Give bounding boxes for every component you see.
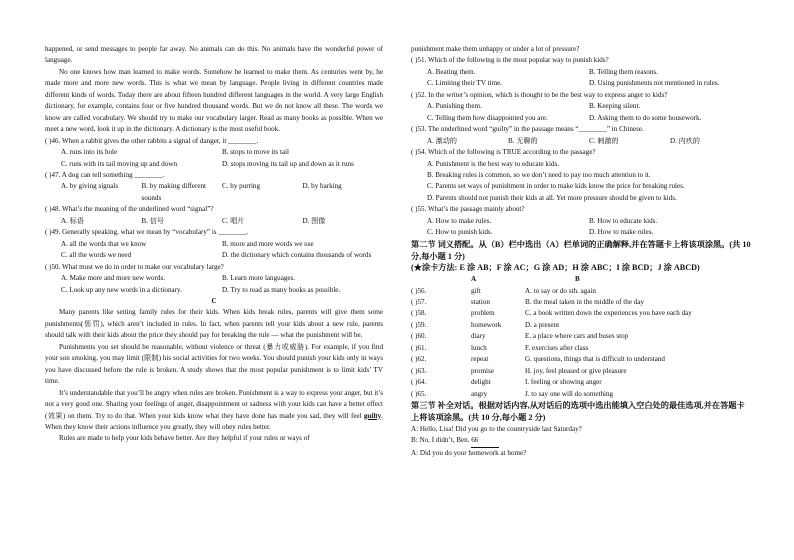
option-row xyxy=(411,181,751,192)
option-row xyxy=(45,181,383,204)
match-header xyxy=(411,274,751,285)
answer-option[interactable]: B. Telling them reasons. xyxy=(589,67,658,76)
answer-option[interactable]: B. Learn more languages. xyxy=(222,274,296,283)
match-word: diary xyxy=(471,332,486,341)
answer-option[interactable]: D. the dictionary which contains thousands of words xyxy=(222,251,372,260)
answer-option[interactable]: C. Telling them how disappointed you are. xyxy=(427,113,548,122)
match-definition: J. to say one will do something xyxy=(525,389,614,398)
answer-option[interactable]: B. more and more words we use xyxy=(222,239,314,248)
match-definition: H. joy, feel pleased or give pleasure xyxy=(525,366,627,375)
option-row xyxy=(411,101,751,112)
match-number[interactable]: ( )65. xyxy=(411,389,427,398)
passage-c-paragraph-4: Rules are made to help your kids behave better. Are they helpful if your rules or ways of xyxy=(59,434,310,443)
section-2-title: 第二节 词义搭配。从（B）栏中选出（A）栏单词的正确解释,并在答题卡上将该项涂黑。(共 10 分,每小题 1 分) xyxy=(411,239,751,261)
passage-c-paragraph-2: Punishments you set should be reasonable, without violence or threat (暴力或威胁). For example, if you find your son smoking, you may limit (限制) his social activities for two weeks. You should punish your kids only in ways you have discussed before the rule is broken. A study shows that the most popular punishment is to limit kids’ TV time. xyxy=(45,342,383,386)
option-row xyxy=(411,67,751,78)
match-definition: B. the meal taken in the middle of the day xyxy=(525,298,644,306)
match-word: lunch xyxy=(471,343,487,352)
right-column xyxy=(411,44,751,459)
match-definition: E. a place where cars and buses stop xyxy=(525,332,629,341)
match-number[interactable]: ( )60. xyxy=(411,332,427,341)
match-number[interactable]: ( )62. xyxy=(411,355,427,364)
match-row xyxy=(411,343,751,354)
answer-option[interactable]: B. Breaking rules is common, so we don’t need to pay too much attention to it. xyxy=(427,170,651,179)
questions-46-50 xyxy=(45,136,383,296)
answer-option[interactable]: C. by purring xyxy=(222,182,261,191)
match-definition: D. a present xyxy=(525,320,560,329)
match-word: gift xyxy=(471,286,481,295)
match-word: angry xyxy=(471,389,488,398)
passage-b-paragraph: No one knows how man learned to make words. Somehow he learned to make them. As centuries went by, he made more and more new words. This is what we mean by language. People living in different countries made different kinds of words. Today there are about fifteen hundred different languages in the world. A very large English dictionary, for example, contains four or five hundred thousand words. But we do not know all these. The words we know are called vocabulary. We should try to make our vocabulary larger. Read as many books as possible. When we meet a new word, look it up in the dictionary. A dictionary is the most useful book. xyxy=(45,67,383,134)
option-row xyxy=(45,147,383,158)
word-match-list xyxy=(411,286,751,401)
answer-option[interactable]: C. Look up any new words in a dictionary. xyxy=(61,285,182,294)
answer-option[interactable]: B. How to educate kids. xyxy=(589,216,658,225)
answer-option[interactable]: D. 图像 xyxy=(302,216,326,225)
answer-option[interactable]: B. Keeping silent. xyxy=(589,102,641,111)
answer-option[interactable]: D. How to make rules. xyxy=(589,228,654,237)
match-number[interactable]: ( )57. xyxy=(411,298,427,306)
option-row xyxy=(45,273,383,284)
option-row xyxy=(411,216,751,227)
passage-c-text: It’s understandable that you’ll be angry when rules are broken. Punishment is a way to express your anger, but it’s not a very good one. Sharing your feelings of anger, disappointment or sadness with your kids can have a better effect (效果) on them. Try to do that. When your kids know what they have done has made you sad, they will feel xyxy=(45,388,383,420)
option-row xyxy=(411,193,751,204)
match-definition: G. questions, things that is difficult to understand xyxy=(525,355,665,364)
passage-c-text: . When they know their actions influence you greatly, they will obey rules better. xyxy=(45,411,383,431)
passage-c-paragraph-3 xyxy=(45,388,383,434)
column-b-label: B xyxy=(575,275,580,284)
option-row xyxy=(45,239,383,250)
underlined-word-guilty: guilty xyxy=(363,411,382,420)
match-definition: I. feeling or showing anger xyxy=(525,378,602,387)
answer-option[interactable]: A. Make more and more new words. xyxy=(61,274,166,283)
match-row xyxy=(411,297,751,308)
match-word: promise xyxy=(471,366,494,375)
option-row xyxy=(45,216,383,227)
questions-51-55 xyxy=(411,55,751,238)
passage-c-heading: C xyxy=(211,296,217,305)
match-row xyxy=(411,377,751,388)
option-row xyxy=(411,78,751,89)
dialog-line: B: No, I didn’t, Ben. 66 xyxy=(411,435,751,447)
answer-option[interactable]: A. Punishing them. xyxy=(427,102,482,111)
answer-option[interactable]: C. runs with its tail moving up and down xyxy=(61,159,178,168)
answer-option[interactable]: A. Punishment is the best way to educate kids. xyxy=(427,159,560,168)
answer-option[interactable]: D. Using punishments not mentioned in rules. xyxy=(589,79,720,88)
answer-option[interactable]: A. all the words that we know xyxy=(61,239,147,248)
option-row xyxy=(45,159,383,170)
answer-option[interactable]: A. How to make rules. xyxy=(427,216,492,225)
option-row xyxy=(45,250,383,261)
answer-option[interactable]: D. 内疚的 xyxy=(670,136,700,145)
question-stem: ( )55. What’s the passage mainly about? xyxy=(411,205,525,214)
answer-option[interactable]: A. runs into its hole xyxy=(61,148,118,157)
match-word: homework xyxy=(471,320,502,329)
match-definition: F. exercises after class xyxy=(525,343,589,352)
match-number[interactable]: ( )56. xyxy=(411,286,427,295)
answer-option[interactable]: C. 刺激的 xyxy=(589,136,619,145)
match-number[interactable]: ( )64. xyxy=(411,378,427,387)
match-row xyxy=(411,286,751,297)
answer-option[interactable]: A. 激动的 xyxy=(427,136,457,145)
option-row xyxy=(45,285,383,296)
column-a-label: A xyxy=(471,275,477,284)
answer-option[interactable]: A. Beating them. xyxy=(427,67,476,76)
answer-option[interactable]: D. Asking them to do some housework. xyxy=(589,113,702,122)
match-definition: C. a book written down the experiences you have each day xyxy=(525,309,692,318)
match-word: delight xyxy=(471,378,491,387)
option-row xyxy=(411,227,751,238)
answer-option[interactable]: A. by giving signals xyxy=(61,182,119,191)
answer-option[interactable]: D. Try to read as many books as possible. xyxy=(222,285,341,294)
question-stem: ( )48. What’s the meaning of the underlined word “signal”? xyxy=(45,205,214,214)
match-number[interactable]: ( )61. xyxy=(411,343,427,352)
option-row xyxy=(411,113,751,124)
option-row xyxy=(411,159,751,170)
answer-blank-66[interactable]: 66 xyxy=(471,435,499,447)
option-row xyxy=(411,170,751,181)
answer-option[interactable]: B. stops to move its tail xyxy=(222,148,289,157)
answer-option[interactable]: C. all the words we need xyxy=(61,251,132,260)
question-stem: ( )52. In the writer’s opinion, which is thought to be the best way to express anger to kids? xyxy=(411,90,668,99)
answer-option[interactable]: C. 唱片 xyxy=(222,216,245,225)
answer-option[interactable]: B. 信号 xyxy=(141,216,164,225)
question-stem: ( )53. The underlined word “guilty” in the passage means “________” in Chinese. xyxy=(411,125,644,134)
match-number[interactable]: ( )63. xyxy=(411,366,427,375)
answer-option[interactable]: A. 标语 xyxy=(61,216,84,225)
passage-c-continuation: punishment make them unhappy or under a lot of pressure? xyxy=(411,45,580,53)
answer-option[interactable]: D. stops moving its tail up and down as it runs xyxy=(222,159,354,168)
question-stem: ( )46. When a rabbit gives the other rabbits a signal of danger, it ________. xyxy=(45,136,259,145)
match-row xyxy=(411,354,751,365)
answer-option[interactable]: B. by making different sounds xyxy=(141,182,206,202)
question-stem: ( )47. A dog can tell something ________. xyxy=(45,170,165,179)
match-row xyxy=(411,320,751,331)
passage-b-ending: happened, or send messages to people far away. No animals can do this. No animals have the wonderful power of language. xyxy=(45,45,383,65)
question-stem: ( )50. What must we do in order to make our vocabulary large? xyxy=(45,262,224,271)
match-word: problem xyxy=(471,309,495,318)
answer-option[interactable]: C. How to punish kids. xyxy=(427,228,493,237)
answer-option[interactable]: C. Parents set ways of punishment in order to make kids know the price for breaking rules. xyxy=(427,182,685,191)
question-stem: ( )49. Generally speaking, what we mean by “vocabulary” is ________. xyxy=(45,228,249,237)
option-row xyxy=(411,136,751,147)
left-column xyxy=(45,44,383,445)
answer-option[interactable]: D. Parents should not punish their kids at all. Yet more pressure should be given to kids. xyxy=(427,193,677,202)
section-2-answer-key: (★涂卡方法: E 涂 AB；F 涂 AC；G 涂 AD；H 涂 ABC；I 涂 BCD；J 涂 ABCD) xyxy=(411,263,700,273)
match-row xyxy=(411,331,751,342)
match-row xyxy=(411,389,751,400)
dialog-line: A: Hello, Lisa! Did you go to the countryside last Saturday? xyxy=(411,424,582,433)
answer-option[interactable]: B. 无聊的 xyxy=(508,136,538,145)
match-word: station xyxy=(471,298,490,306)
match-row xyxy=(411,366,751,377)
question-stem: ( )54. Which of the following is TRUE according to the passage? xyxy=(411,148,596,157)
match-number[interactable]: ( )59. xyxy=(411,320,427,329)
match-row xyxy=(411,308,751,319)
match-number[interactable]: ( )58. xyxy=(411,309,427,318)
passage-c-paragraph-1: Many parents like setting family rules for their kids. When kids break rules, parents will give them some punishments(惩罚), which aren’t included in rules. In fact, when parents tell your kids about a new rule, parents should talk with their kids about the price they should pay for breaking the rule — what the punishment will be. xyxy=(45,308,383,340)
match-word: repeat xyxy=(471,355,489,364)
answer-option[interactable]: D. by barking xyxy=(302,182,342,191)
answer-option[interactable]: C. Limiting their TV time. xyxy=(427,79,503,88)
section-3-title: 第三节 补全对话。根据对话内容,从对话后的选项中选出能填入空白处的最佳选项,并在答题卡上将该项涂黑。(共 10 分,每小题 2 分) xyxy=(411,401,745,422)
match-definition: A. to say or do sth. again xyxy=(525,286,596,295)
dialog-line: A: Did you do your homework at home? xyxy=(411,448,527,457)
question-stem: ( )51. Which of the following is the most popular way to punish kids? xyxy=(411,56,609,65)
